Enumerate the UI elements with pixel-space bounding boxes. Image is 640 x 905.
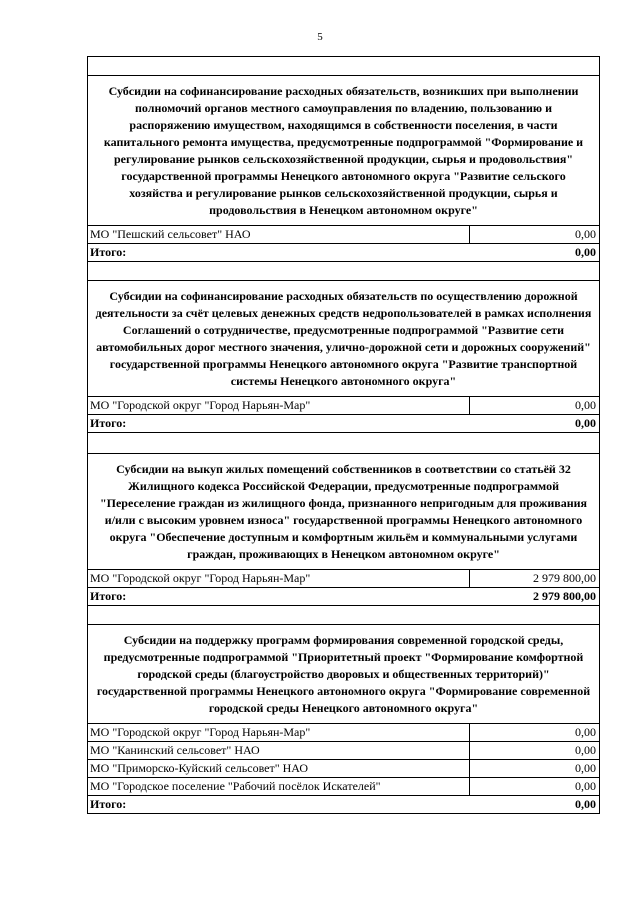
amount-value: 0,00 xyxy=(469,226,599,243)
municipality-name: МО "Пешский сельсовет" НАО xyxy=(90,227,251,241)
total-label: Итого: xyxy=(90,416,127,430)
municipality-name: МО "Приморско-Куйский сельсовет" НАО xyxy=(90,761,309,775)
section-heading: Субсидии на поддержку программ формирования современной городской среды, предусмотренные подпрограммой "Приоритетный проект "Формирование комфортной городской среды (благоустройство дворовых и общественных территорий)" государственной программы Ненецкого автономного округа "Формирование современной городской среды Ненецкого автономного округа" xyxy=(88,624,599,723)
section-heading: Субсидии на софинансирование расходных обязательств по осуществлению дорожной деятельности за счёт целевых денежных средств недропользователей в рамках исполнения Соглашений о сотрудничестве, предусмотренные подпрограммой "Развитие сети автомобильных дорог местного значения, улично-дорожной сети и дорожных сооружений" государственной программы Ненецкого автономного округа "Развитие транспортной системы Ненецкого автономного округа" xyxy=(88,280,599,396)
total-label: Итого: xyxy=(90,797,127,811)
section-spacer xyxy=(88,261,599,280)
amount-value: 0,00 xyxy=(469,724,599,741)
section-spacer xyxy=(88,605,599,624)
total-value: 2 979 800,00 xyxy=(533,589,596,603)
total-row xyxy=(88,587,599,605)
total-label: Итого: xyxy=(90,245,127,259)
section-spacer xyxy=(88,432,599,453)
table-row xyxy=(88,723,599,741)
section-heading: Субсидии на выкуп жилых помещений собственников в соответствии со статьёй 32 Жилищного кодекса Российской Федерации, предусмотренные подпрограммой "Переселение граждан из жилищного фонда, признанного непригодным для проживания и/или с высоким уровнем износа" государственной программы Ненецкого автономного округа "Обеспечение доступным и комфортным жильём и коммунальными услугами граждан, проживающих в Ненецком автономном округе" xyxy=(88,453,599,569)
amount-value: 0,00 xyxy=(469,742,599,759)
table-row xyxy=(88,741,599,759)
total-value: 0,00 xyxy=(575,245,596,259)
municipality-name: МО "Канинский сельсовет" НАО xyxy=(90,743,260,757)
amount-value: 0,00 xyxy=(469,760,599,777)
amount-value: 0,00 xyxy=(469,778,599,795)
total-row xyxy=(88,243,599,261)
total-value: 0,00 xyxy=(575,797,596,811)
total-row xyxy=(88,414,599,432)
municipality-name: МО "Городской округ "Город Нарьян-Мар" xyxy=(90,398,311,412)
total-row xyxy=(88,795,599,814)
table-row xyxy=(88,225,599,243)
section-spacer xyxy=(88,56,599,75)
table-row xyxy=(88,759,599,777)
table-row xyxy=(88,777,599,795)
municipality-name: МО "Городское поселение "Рабочий посёлок Искателей" xyxy=(90,779,381,793)
subsidy-table xyxy=(87,56,600,814)
total-label: Итого: xyxy=(90,589,127,603)
municipality-name: МО "Городской округ "Город Нарьян-Мар" xyxy=(90,725,311,739)
table-row xyxy=(88,396,599,414)
total-value: 0,00 xyxy=(575,416,596,430)
amount-value: 2 979 800,00 xyxy=(469,570,599,587)
municipality-name: МО "Городской округ "Город Нарьян-Мар" xyxy=(90,571,311,585)
table-row xyxy=(88,569,599,587)
page-number: 5 xyxy=(317,31,323,43)
amount-value: 0,00 xyxy=(469,397,599,414)
section-heading: Субсидии на софинансирование расходных обязательств, возникших при выполнении полномочий органов местного самоуправления по владению, пользованию и распоряжению имуществом, находящимся в собственности поселения, в части капитального ремонта имущества, предусмотренные подпрограммой "Формирование и регулирование рынков сельскохозяйственной продукции, сырья и продовольствия" государственной программы Ненецкого автономного округа "Развитие сельского хозяйства и регулирование рынков сельскохозяйственной продукции, сырья и продовольствия в Ненецком автономном округе" xyxy=(88,75,599,225)
